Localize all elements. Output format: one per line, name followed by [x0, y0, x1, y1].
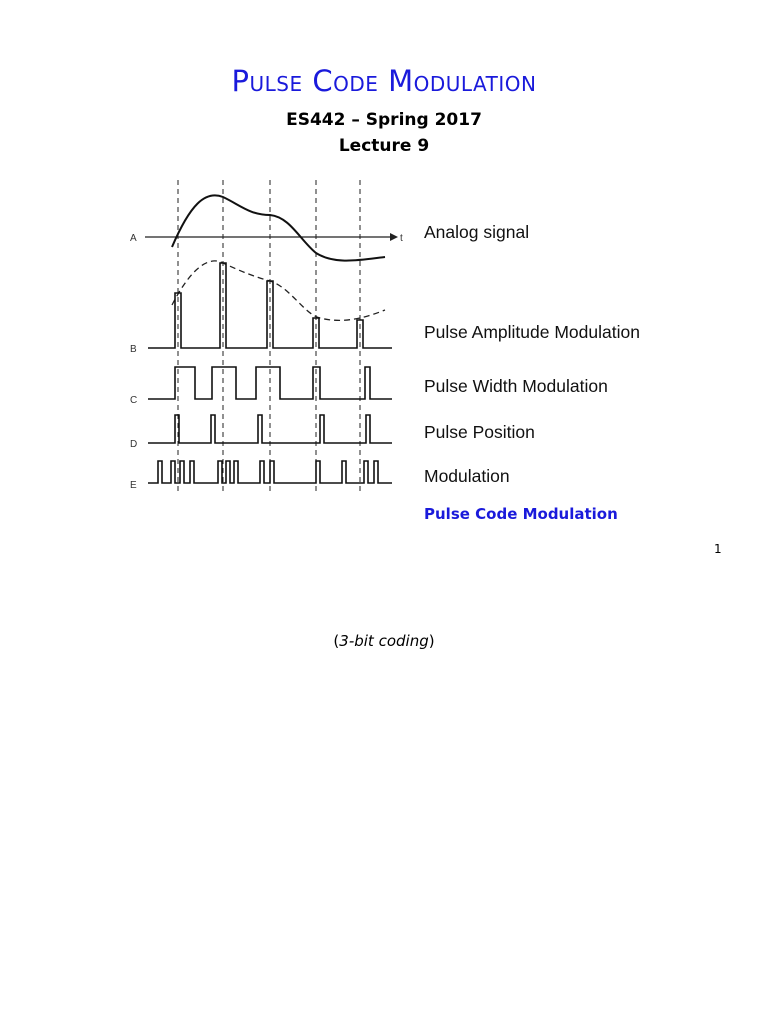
label-analog-signal: Analog signal — [424, 222, 530, 242]
row-label-a: A — [130, 233, 137, 244]
label-pcm: Pulse Code Modulation — [424, 505, 618, 523]
page-number: 1 — [714, 542, 722, 556]
sample-guide-lines — [178, 180, 360, 493]
time-axis-label: t — [400, 233, 403, 244]
coding-close-paren: ) — [428, 632, 435, 650]
row-label-c: C — [130, 395, 138, 406]
label-ppm-line2: Modulation — [424, 466, 510, 486]
row-label-d: D — [130, 439, 138, 450]
coding-open-paren: ( — [333, 632, 340, 650]
coding-note-text: 3-bit coding — [339, 632, 429, 650]
row-label-e: E — [130, 480, 137, 491]
row-label-b: B — [130, 344, 137, 355]
pcm-waveform — [148, 461, 392, 483]
time-axis-arrow — [390, 233, 398, 241]
label-pwm: Pulse Width Modulation — [424, 376, 608, 396]
coding-note — [0, 632, 768, 650]
ppm-waveform — [148, 415, 392, 443]
label-pam: Pulse Amplitude Modulation — [424, 322, 640, 342]
label-ppm-line1: Pulse Position — [424, 422, 535, 442]
page-title: Pulse Code Modulation — [231, 64, 537, 98]
pam-envelope — [172, 261, 385, 320]
modulation-waveform-figure — [120, 175, 410, 495]
course-subtitle: ES442 – Spring 2017 — [286, 110, 482, 130]
analog-signal-curve — [172, 195, 385, 260]
lecture-subtitle: Lecture 9 — [338, 136, 430, 156]
